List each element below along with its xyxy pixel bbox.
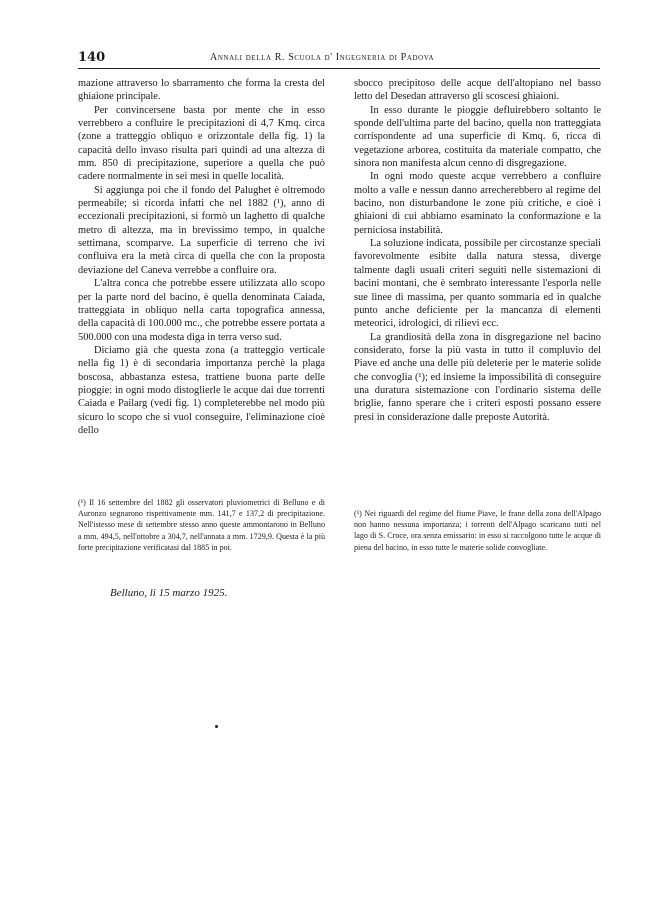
paragraph: mazione attraverso lo sbarramento che forma la cresta del ghiaione principale. xyxy=(78,78,325,103)
paragraph: L'altra conca che potrebbe essere utilizzata allo scopo per la parte nord del bacino, è quella denominata Caiada, tratteggiata in obliquo nella carta topografica annessa, della capacità di 100.000 mc., che potrebbe essere portata a 500.000 con una modesta diga in terra verso sud. xyxy=(78,278,325,343)
right-column xyxy=(354,77,601,424)
header-rule xyxy=(78,68,600,69)
page-number: 140 xyxy=(78,50,106,65)
paragraph: La soluzione indicata, possibile per circostanze speciali favorevolmente esibite dalla natura stessa, diverge talmente dagli usuali criteri seguiti nelle sistemazioni di bacini montani, che è sembrato interessante l'esporla nelle sue linee di massima, per quanto sommaria ed in qualche punto anche deficiente per la mancanza di elementi meteorici, idrologici, di rilievi ecc. xyxy=(354,238,601,330)
paragraph: Diciamo già che questa zona (a tratteggio verticale nella fig 1) è di secondaria importanza perchè la plaga boscosa, abbastanza estesa, trattiene buona parte delle pioggie: in ogni modo distoglierle le acque dai due torrenti Caiada e Pailarg (vedi fig. 1) completerebbe nel modo più sicuro lo scopo che si vuol conseguire, l'eliminazione cioè dello xyxy=(78,344,325,436)
footnote-left: (¹) Il 16 settembre del 1882 gli osservatori pluviometrici di Belluno e di Auronzo segnarono rispettivamente mm. 141,7 e 137,2 di precipitazione. Nell'istesso mese di settembre stesso anno queste ammontarono in Belluno a mm. 494,5, nell'ottobre a 304,7, nell'annata a mm. 1729,9. Questa è la più forte precipitazione verificatasi dal 1885 in poi. xyxy=(78,498,325,552)
paragraph: La grandiosità della zona in disgregazione nel bacino considerato, forse la più vasta in tutto il compluvio del Piave ed anche una delle più deleterie per le materie solide che convoglia (¹); ed insieme la impossibilità di conseguire una duratura sistemazione con l'ordinario sistema delle briglie, fanno sperare che i criteri esposti possano essere presi in considerazione dalle preposte Autorità. xyxy=(354,331,601,423)
running-title: Annali della R. Scuola d' Ingegneria di Padova xyxy=(210,52,435,63)
print-speck xyxy=(215,725,218,728)
paragraph: Si aggiunga poi che il fondo del Palughet è oltremodo permeabile; si ricorda infatti che nel 1882 (¹), anno di eccezionali precipitazioni, si formò un laghetto di qualche metro di altezza, ma in brevissimo tempo, in qualche settimana, scomparve. La superficie di terreno che ivi confluiva era la metà circa di quella che con la proposta deviazione del Caneva verrebbe a confluire ora. xyxy=(78,184,325,276)
footnote-right: (¹) Nei riguardi del regime del fiume Piave, le frane della zona dell'Alpago non hanno nessuna importanza; i torrenti dell'Alpago scaricano tutti nel lago di S. Croce, ora senza emissario: in esso si raccolgono tutte le acque di piena del bacino, in esso tutte le materie solide convogliate. xyxy=(354,509,601,552)
signoff: Belluno, li 15 marzo 1925. xyxy=(110,587,228,599)
paragraph: In ogni modo queste acque verrebbero a confluire molto a valle e nessun danno arrecherebbero al regime del bacino, non disturbandone le zone più critiche, e cioè i ghiaioni di cui abbiamo esaminato la conformazione e la perniciosa instabilità. xyxy=(354,171,601,236)
paragraph: In esso durante le pioggie defluirebbero soltanto le sponde dell'ultima parte del bacino, quella non tratteggiata corrispondente ad una superficie di Kmq. 6, ricca di vegetazione arborea, costituita da materiale compatto, che sinora non manifesta alcun cenno di disgregazione. xyxy=(354,104,601,170)
left-column xyxy=(78,77,325,437)
paragraph: Per convincersene basta por mente che in esso verrebbero a confluire le precipitazioni di 4,7 Kmq. circa (zone a tratteggio obliquo e orizzontale della fig. 1) la capacità dello invaso risulta pari quindi ad una altezza di mm. 850 di precipitazione, superiore a quella che può cadere normalmente in sei mesi in quelle località. xyxy=(78,104,325,183)
paragraph: sbocco precipitoso delle acque dell'altopiano nel basso letto del Desedan attraverso gli scoscesi ghiaioni. xyxy=(354,78,601,103)
